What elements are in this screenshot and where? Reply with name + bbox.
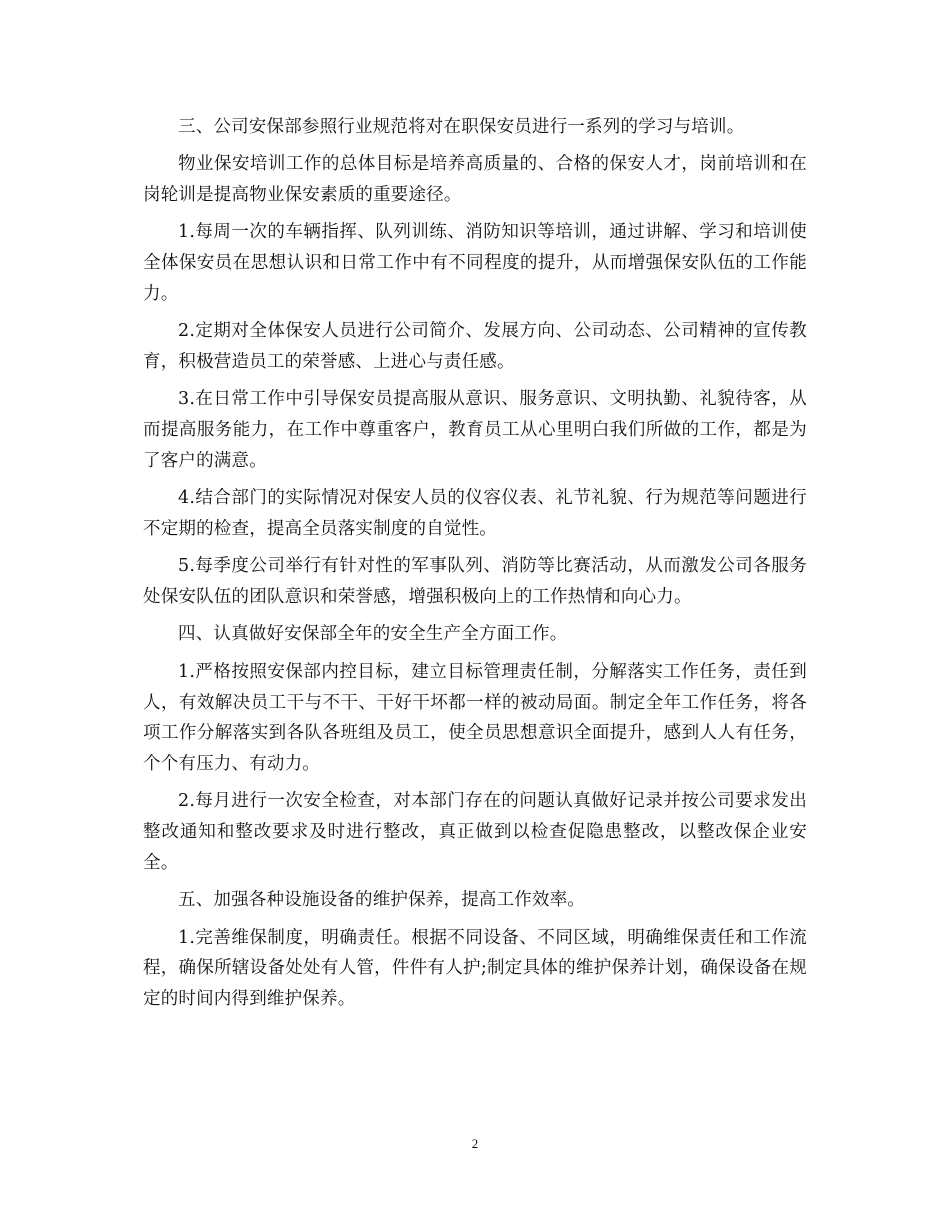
paragraph-item-2-company-education: 2.定期对全体保安人员进行公司简介、发展方向、公司动态、公司精神的宣传教育，积极营造员工的荣誉感、上进心与责任感。 (143, 321, 807, 373)
paragraph-section-5-heading: 五、加强各种设施设备的维护保养，提高工作效率。 (178, 890, 586, 911)
paragraph-item-1-maintenance-system: 1.完善维保制度，明确责任。根据不同设备、不同区域，明确维保责任和工作流程，确保所辖设备处处有人管，件件有人护;制定具体的维护保养计划，确保设备在规定的时间内得到维护保养。 (143, 927, 807, 1010)
paragraph-item-4-inspection: 4.结合部门的实际情况对保安人员的仪容仪表、礼节礼貌、行为规范等问题进行不定期的检查，提高全员落实制度的自觉性。 (143, 488, 807, 540)
paragraph-item-1-responsibility-system: 1.严格按照安保部内控目标，建立目标管理责任制，分解落实工作任务，责任到人，有效解决员工干与不干、干好干坏都一样的被动局面。制定全年工作任务，将各项工作分解落实到各队各班组及员工，使全员思想意识全面提升，感到人人有任务，个个有压力、有动力。 (143, 661, 807, 775)
page-number: 2 (471, 1136, 479, 1151)
paragraph-section-4-heading: 四、认真做好安保部全年的安全生产全方面工作。 (178, 624, 568, 645)
document-body (143, 112, 807, 1022)
paragraph-training-goal: 物业保安培训工作的总体目标是培养高质量的、合格的保安人才，岗前培训和在岗轮训是提高物业保安素质的重要途径。 (143, 154, 807, 206)
paragraph-item-1-weekly-training: 1.每周一次的车辆指挥、队列训练、消防知识等培训，通过讲解、学习和培训使全体保安员在思想认识和日常工作中有不同程度的提升，从而增强保安队伍的工作能力。 (143, 222, 807, 304)
paragraph-item-3-service-awareness: 3.在日常工作中引导保安员提高服从意识、服务意识、文明执勤、礼貌待客，从而提高服务能力，在工作中尊重客户，教育员工从心里明白我们所做的工作，都是为了客户的满意。 (143, 389, 807, 471)
paragraph-item-2-monthly-check: 2.每月进行一次安全检查，对本部门存在的问题认真做好记录并按公司要求发出整改通知和整改要求及时进行整改，真正做到以检查促隐患整改，以整改保企业安全。 (143, 791, 807, 874)
paragraph-section-3-heading: 三、公司安保部参照行业规范将对在职保安员进行一系列的学习与培训。 (178, 117, 745, 137)
paragraph-item-5-competitions: 5.每季度公司举行有针对性的军事队列、消防等比赛活动，从而激发公司各服务处保安队伍的团队意识和荣誉感，增强积极向上的工作热情和向心力。 (143, 556, 807, 608)
